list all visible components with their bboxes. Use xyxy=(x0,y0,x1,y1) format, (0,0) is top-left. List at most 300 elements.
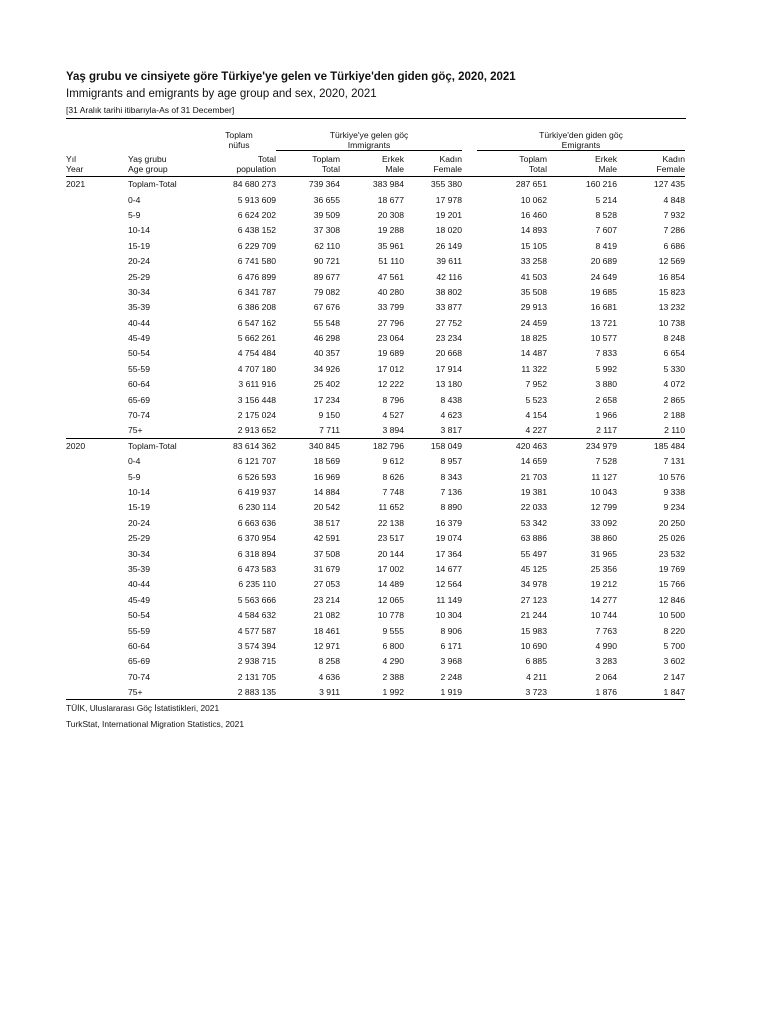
age-group-cell: 70-74 xyxy=(128,410,150,421)
age-group-cell: 75+ xyxy=(128,684,202,699)
total-population-cell: 6 624 202 xyxy=(237,209,276,220)
imm-male-cell: 35 961 xyxy=(377,240,404,251)
table-row xyxy=(66,330,685,345)
imm-male-cell: 1 992 xyxy=(340,684,404,699)
imm-total-cell: 40 357 xyxy=(313,348,340,359)
emi-female-cell: 7 932 xyxy=(663,209,685,220)
age-group-cell: 50-54 xyxy=(128,348,150,359)
emi-female-cell: 6 686 xyxy=(663,240,685,251)
emigrants-header-en: Emigrants xyxy=(477,141,685,151)
emi-total-cell: 420 463 xyxy=(477,438,547,453)
table-row xyxy=(66,269,685,284)
spacer-cell xyxy=(462,269,477,284)
age-header-en: Age group xyxy=(128,165,202,177)
spacer-cell xyxy=(462,300,477,315)
emi-female-cell: 20 250 xyxy=(658,517,685,528)
imm-total-cell: 739 364 xyxy=(308,179,340,190)
total-population-cell: 6 526 593 xyxy=(237,471,276,482)
table-row xyxy=(66,207,685,222)
document-page xyxy=(66,70,686,730)
year-cell xyxy=(66,284,128,299)
emi-total-cell: 29 913 xyxy=(520,302,547,313)
emi-male-cell: 7 833 xyxy=(595,348,617,359)
imm-total-header-en: Total xyxy=(276,165,340,177)
imm-female-cell: 8 957 xyxy=(440,456,462,467)
year-cell xyxy=(66,330,128,345)
total-population-cell: 6 419 937 xyxy=(237,487,276,497)
emi-total-cell: 35 508 xyxy=(520,286,547,297)
imm-male-cell: 12 065 xyxy=(377,594,404,605)
emi-male-cell: 2 117 xyxy=(596,425,617,436)
emi-male-cell: 10 043 xyxy=(590,487,617,497)
total-population-cell: 5 913 609 xyxy=(237,194,276,205)
emi-male-cell: 2 658 xyxy=(595,394,617,405)
year-cell xyxy=(66,300,128,315)
migration-table xyxy=(66,119,685,700)
total-population-cell: 6 230 114 xyxy=(238,502,276,513)
emi-male-cell: 24 649 xyxy=(590,271,617,282)
imm-female-cell: 17 364 xyxy=(435,548,462,559)
table-row xyxy=(66,638,685,653)
emi-male-cell: 13 721 xyxy=(590,317,617,328)
emi-male-cell: 10 744 xyxy=(590,610,617,621)
table-row xyxy=(66,407,685,422)
imm-total-cell: 79 082 xyxy=(313,286,340,297)
year-cell xyxy=(66,484,128,499)
year-cell xyxy=(66,207,128,222)
emi-total-cell: 34 978 xyxy=(520,579,547,590)
total-population-cell: 6 438 152 xyxy=(237,225,276,236)
imm-female-cell: 19 201 xyxy=(435,209,462,220)
imm-male-cell: 4 290 xyxy=(382,656,404,667)
spacer-cell xyxy=(462,330,477,345)
year-cell xyxy=(66,454,128,469)
imm-female-header-en: Female xyxy=(404,165,462,177)
imm-total-cell: 62 110 xyxy=(314,240,340,251)
emi-total-header-tr: Toplam xyxy=(519,154,547,164)
emi-total-cell: 27 123 xyxy=(520,594,547,605)
year-cell xyxy=(66,607,128,622)
age-group-cell: 45-49 xyxy=(128,333,150,344)
emi-total-cell: 22 033 xyxy=(520,502,547,513)
imm-male-cell: 33 799 xyxy=(377,302,404,313)
emi-female-cell: 15 766 xyxy=(658,579,685,590)
imm-male-cell: 8 626 xyxy=(382,471,404,482)
age-group-cell: 55-59 xyxy=(128,625,150,636)
table-row xyxy=(66,223,685,238)
emi-female-header-tr: Kadın xyxy=(662,154,685,164)
table-row xyxy=(66,669,685,684)
emi-male-cell: 25 356 xyxy=(590,563,617,574)
age-group-cell: 35-39 xyxy=(128,302,150,313)
emi-female-cell: 10 738 xyxy=(658,317,685,328)
spacer-cell xyxy=(462,515,477,530)
age-group-cell: 55-59 xyxy=(128,363,150,374)
age-header-tr: Yaş grubu xyxy=(128,154,167,164)
year-cell xyxy=(66,515,128,530)
year-cell: 2021 xyxy=(66,179,86,190)
emi-male-cell: 8 528 xyxy=(595,209,617,220)
emi-total-cell: 33 258 xyxy=(520,256,547,267)
imm-female-cell: 19 074 xyxy=(435,533,462,544)
imm-female-cell: 8 343 xyxy=(440,471,462,482)
emi-female-cell: 9 338 xyxy=(663,487,685,497)
spacer-cell xyxy=(462,638,477,653)
table-row xyxy=(66,253,685,268)
year-cell xyxy=(66,546,128,561)
imm-total-cell: 12 971 xyxy=(313,640,340,651)
population-header-tr2: nüfus xyxy=(228,140,250,150)
table-row xyxy=(66,300,685,315)
imm-male-cell: 17 012 xyxy=(377,363,404,374)
spacer-cell xyxy=(462,423,477,438)
table-row xyxy=(66,654,685,669)
immigrants-header-tr: Türkiye'ye gelen göç xyxy=(329,130,409,140)
table-row xyxy=(66,577,685,592)
age-group-cell: 35-39 xyxy=(128,563,150,574)
age-group-cell: 45-49 xyxy=(128,594,150,605)
emi-female-cell: 7 131 xyxy=(663,456,685,467)
emi-male-cell: 8 419 xyxy=(595,240,617,251)
imm-female-cell: 1 919 xyxy=(404,684,462,699)
table-row xyxy=(66,469,685,484)
emi-male-cell: 11 127 xyxy=(591,471,617,482)
imm-male-cell: 22 138 xyxy=(377,517,404,528)
imm-male-header-tr: Erkek xyxy=(382,154,404,164)
emi-male-cell: 160 216 xyxy=(585,179,617,190)
age-group-cell: 30-34 xyxy=(128,548,150,559)
year-cell xyxy=(66,407,128,422)
age-group-cell: 65-69 xyxy=(128,394,150,405)
imm-total-cell: 20 542 xyxy=(313,502,340,513)
imm-total-cell: 39 509 xyxy=(313,209,340,220)
emi-female-cell: 2 188 xyxy=(663,410,685,421)
emi-female-cell: 10 500 xyxy=(658,610,685,621)
spacer-cell xyxy=(462,438,477,453)
table-row xyxy=(66,192,685,207)
emi-total-cell: 7 952 xyxy=(525,379,547,390)
imm-male-cell: 10 778 xyxy=(377,610,404,621)
emi-male-cell: 7 528 xyxy=(595,456,617,467)
emi-total-cell: 4 154 xyxy=(525,410,547,421)
population-header-tr1: Toplam xyxy=(225,130,253,140)
spacer-cell xyxy=(462,177,477,192)
emi-female-cell: 8 248 xyxy=(663,333,685,344)
age-group-cell: 40-44 xyxy=(128,579,150,590)
spacer-cell xyxy=(462,500,477,515)
emi-total-cell: 6 885 xyxy=(525,656,547,667)
table-row xyxy=(66,530,685,545)
table-row xyxy=(66,346,685,361)
table-row xyxy=(66,607,685,622)
title-turkish: Yaş grubu ve cinsiyete göre Türkiye'ye gelen ve Türkiye'den giden göç, 2020, 2021 xyxy=(66,71,516,83)
emi-total-cell: 41 503 xyxy=(520,271,547,282)
emi-female-header-en: Female xyxy=(617,165,685,177)
total-population-cell: 2 883 135 xyxy=(202,684,276,699)
imm-total-cell: 4 636 xyxy=(318,671,340,682)
imm-female-cell: 8 438 xyxy=(440,394,462,405)
emi-male-cell: 1 876 xyxy=(547,684,617,699)
age-group-cell: Toplam-Total xyxy=(128,438,202,453)
emi-female-cell: 4 848 xyxy=(663,194,685,205)
table-row xyxy=(66,284,685,299)
emi-total-cell: 21 244 xyxy=(520,610,547,621)
date-note: [31 Aralık tarihi itibarıyla-As of 31 December] xyxy=(66,105,235,115)
year-cell xyxy=(66,561,128,576)
table-row xyxy=(66,684,685,699)
emi-female-cell: 16 854 xyxy=(658,271,685,282)
spacer-cell xyxy=(462,377,477,392)
spacer-cell xyxy=(462,361,477,376)
emi-total-cell: 16 460 xyxy=(520,209,547,220)
age-group-cell: 60-64 xyxy=(128,379,150,390)
spacer-cell xyxy=(462,607,477,622)
emi-total-cell: 10 690 xyxy=(520,640,547,651)
emi-female-cell: 1 847 xyxy=(617,684,685,699)
total-population-cell: 4 754 484 xyxy=(237,348,276,359)
imm-female-cell: 4 623 xyxy=(440,410,462,421)
emi-total-cell: 14 659 xyxy=(520,456,547,467)
emi-total-cell: 15 105 xyxy=(520,240,547,251)
year-cell xyxy=(66,253,128,268)
total-population-cell: 3 574 394 xyxy=(237,640,276,651)
spacer-cell xyxy=(462,669,477,684)
emi-male-cell: 12 799 xyxy=(590,502,617,513)
emi-female-cell: 13 232 xyxy=(658,302,685,313)
age-group-cell: 40-44 xyxy=(128,317,150,328)
imm-female-cell: 39 611 xyxy=(436,256,462,267)
emi-female-cell: 2 865 xyxy=(663,394,685,405)
spacer-cell xyxy=(462,223,477,238)
year-cell xyxy=(66,592,128,607)
imm-male-cell: 11 652 xyxy=(378,502,404,513)
emi-male-cell: 31 965 xyxy=(590,548,617,559)
total-population-cell: 4 577 587 xyxy=(237,625,276,636)
emi-female-cell: 7 286 xyxy=(663,225,685,236)
imm-total-cell: 3 911 xyxy=(276,684,340,699)
total-population-cell: 4 584 632 xyxy=(237,610,276,621)
year-header-tr: Yıl xyxy=(66,154,77,164)
total-population-cell: 2 175 024 xyxy=(237,410,276,421)
imm-total-header-tr: Toplam xyxy=(312,154,340,164)
emi-female-cell: 4 072 xyxy=(663,379,685,390)
imm-male-cell: 19 689 xyxy=(377,348,404,359)
year-cell xyxy=(66,392,128,407)
imm-total-cell: 25 402 xyxy=(313,379,340,390)
imm-total-cell: 37 508 xyxy=(313,548,340,559)
imm-male-cell: 182 796 xyxy=(340,438,404,453)
emi-male-cell: 14 277 xyxy=(590,594,617,605)
spacer-cell xyxy=(462,684,477,699)
imm-total-cell: 18 461 xyxy=(313,625,340,636)
imm-total-cell: 38 517 xyxy=(313,517,340,528)
total-population-cell: 6 473 583 xyxy=(237,563,276,574)
imm-total-cell: 21 082 xyxy=(313,610,340,621)
spacer-cell xyxy=(462,207,477,222)
emi-female-cell: 15 823 xyxy=(658,286,685,297)
year-cell xyxy=(66,361,128,376)
emi-male-header-en: Male xyxy=(547,165,617,177)
emi-male-cell: 19 212 xyxy=(590,579,617,590)
emi-female-cell: 127 435 xyxy=(653,179,685,190)
year-cell xyxy=(66,346,128,361)
table-row xyxy=(66,515,685,530)
emi-male-cell: 3 880 xyxy=(595,379,617,390)
imm-female-cell: 11 149 xyxy=(436,594,462,605)
emi-female-cell: 6 654 xyxy=(663,348,685,359)
emi-total-cell: 18 825 xyxy=(520,333,547,344)
imm-total-cell: 27 053 xyxy=(313,579,340,590)
spacer-cell xyxy=(462,530,477,545)
total-population-cell: 6 476 899 xyxy=(237,271,276,282)
emi-male-cell: 7 607 xyxy=(595,225,617,236)
total-population-cell: 84 680 273 xyxy=(232,179,276,190)
total-population-cell: 2 913 652 xyxy=(237,425,276,436)
year-cell xyxy=(66,500,128,515)
age-group-cell: 15-19 xyxy=(128,240,150,251)
emi-total-cell: 4 211 xyxy=(526,671,547,682)
imm-total-cell: 89 677 xyxy=(313,271,340,282)
emi-female-cell: 25 026 xyxy=(658,533,685,544)
imm-male-header-en: Male xyxy=(340,165,404,177)
imm-female-cell: 33 877 xyxy=(435,302,462,313)
emi-male-header-tr: Erkek xyxy=(595,154,617,164)
emi-total-cell: 10 062 xyxy=(520,194,547,205)
emi-total-cell: 21 703 xyxy=(520,471,547,482)
year-cell xyxy=(66,469,128,484)
emi-male-cell: 7 763 xyxy=(595,625,617,636)
spacer-cell xyxy=(462,484,477,499)
imm-female-cell: 14 677 xyxy=(435,563,462,574)
year-cell xyxy=(66,377,128,392)
emi-total-cell: 14 893 xyxy=(520,225,547,236)
total-population-cell: 6 229 709 xyxy=(237,240,276,251)
total-population-cell: 6 121 707 xyxy=(237,456,276,467)
imm-female-cell: 18 020 xyxy=(435,225,462,236)
emi-total-header-en: Total xyxy=(477,165,547,177)
spacer-cell xyxy=(462,346,477,361)
imm-male-cell: 20 308 xyxy=(377,209,404,220)
spacer-cell xyxy=(462,654,477,669)
imm-female-cell: 17 914 xyxy=(435,363,462,374)
table-row xyxy=(66,392,685,407)
imm-female-cell: 2 248 xyxy=(440,671,462,682)
emi-total-cell: 19 381 xyxy=(520,487,547,497)
imm-total-cell: 34 926 xyxy=(313,363,340,374)
imm-male-cell: 6 800 xyxy=(382,640,404,651)
year-cell: 2020 xyxy=(66,438,128,453)
total-population-cell: 2 131 705 xyxy=(237,671,276,682)
spacer-cell xyxy=(462,592,477,607)
total-population-cell: 6 386 208 xyxy=(237,302,276,313)
year-cell xyxy=(66,684,128,699)
imm-male-cell: 51 110 xyxy=(378,256,404,267)
age-group-cell: 60-64 xyxy=(128,640,150,651)
title-english: Immigrants and emigrants by age group and sex, 2020, 2021 xyxy=(66,88,377,100)
age-group-cell: Toplam-Total xyxy=(128,179,177,190)
age-group-cell: 25-29 xyxy=(128,533,150,544)
total-population-cell: 4 707 180 xyxy=(237,363,276,374)
emi-male-cell: 5 992 xyxy=(595,363,617,374)
emi-male-cell: 5 214 xyxy=(595,194,617,205)
total-population-cell: 3 611 916 xyxy=(238,379,276,390)
total-population-cell: 6 547 162 xyxy=(237,317,276,328)
source-turkish: TÜİK, Uluslararası Göç İstatistikleri, 2021 xyxy=(66,703,220,714)
imm-total-cell: 42 591 xyxy=(313,533,340,544)
year-header-en: Year xyxy=(66,165,128,177)
age-group-cell: 75+ xyxy=(128,425,143,436)
year-cell xyxy=(66,577,128,592)
year-cell xyxy=(66,238,128,253)
imm-female-cell: 42 116 xyxy=(436,271,462,282)
emigrants-header-tr: Türkiye'den giden göç xyxy=(539,130,623,140)
imm-total-cell: 340 845 xyxy=(276,438,340,453)
emi-female-cell: 12 569 xyxy=(658,256,685,267)
year-cell xyxy=(66,654,128,669)
total-population-cell: 6 235 110 xyxy=(238,579,276,590)
emi-female-cell: 5 700 xyxy=(663,640,685,651)
emi-total-cell: 3 723 xyxy=(477,684,547,699)
age-group-cell: 30-34 xyxy=(128,286,150,297)
imm-female-cell: 355 380 xyxy=(430,179,462,190)
imm-total-cell: 7 711 xyxy=(319,425,340,436)
table-row xyxy=(66,377,685,392)
imm-male-cell: 14 489 xyxy=(377,579,404,590)
imm-total-cell: 90 721 xyxy=(313,256,340,267)
year-cell xyxy=(66,530,128,545)
emi-female-cell: 2 147 xyxy=(663,671,685,682)
age-group-cell: 25-29 xyxy=(128,271,150,282)
age-group-cell: 20-24 xyxy=(128,517,150,528)
imm-male-cell: 3 894 xyxy=(382,425,404,436)
imm-female-cell: 8 906 xyxy=(440,625,462,636)
age-group-cell: 20-24 xyxy=(128,256,150,267)
emi-total-cell: 53 342 xyxy=(520,517,547,528)
table-row xyxy=(66,315,685,330)
imm-female-cell: 12 564 xyxy=(435,579,462,590)
emi-total-cell: 4 227 xyxy=(525,425,547,436)
imm-total-cell: 18 569 xyxy=(313,456,340,467)
table-row xyxy=(66,500,685,515)
spacer-cell xyxy=(462,577,477,592)
population-header-en1: Total xyxy=(257,154,276,164)
year-cell xyxy=(66,623,128,638)
age-group-cell: 0-4 xyxy=(128,194,141,205)
imm-female-cell: 13 180 xyxy=(435,379,462,390)
imm-female-cell: 27 752 xyxy=(435,317,462,328)
imm-total-cell: 14 884 xyxy=(313,487,340,497)
spacer-cell xyxy=(462,469,477,484)
imm-male-cell: 19 288 xyxy=(377,225,404,236)
emi-female-cell: 19 769 xyxy=(658,563,685,574)
table-row xyxy=(66,546,685,561)
imm-total-cell: 55 548 xyxy=(313,317,340,328)
emi-male-cell: 1 966 xyxy=(595,410,617,421)
emi-female-cell: 2 110 xyxy=(664,425,685,436)
table-row xyxy=(66,177,685,192)
emi-female-cell: 8 220 xyxy=(663,625,685,636)
emi-male-cell: 3 283 xyxy=(595,656,617,667)
spacer-cell xyxy=(462,454,477,469)
imm-male-cell: 383 984 xyxy=(372,179,404,190)
imm-total-cell: 8 258 xyxy=(318,656,340,667)
spacer-cell xyxy=(462,546,477,561)
emi-male-cell: 16 681 xyxy=(590,302,617,313)
immigrants-header-en: Immigrants xyxy=(276,141,462,151)
total-population-cell: 6 318 894 xyxy=(237,548,276,559)
spacer-cell xyxy=(462,315,477,330)
year-cell xyxy=(66,192,128,207)
